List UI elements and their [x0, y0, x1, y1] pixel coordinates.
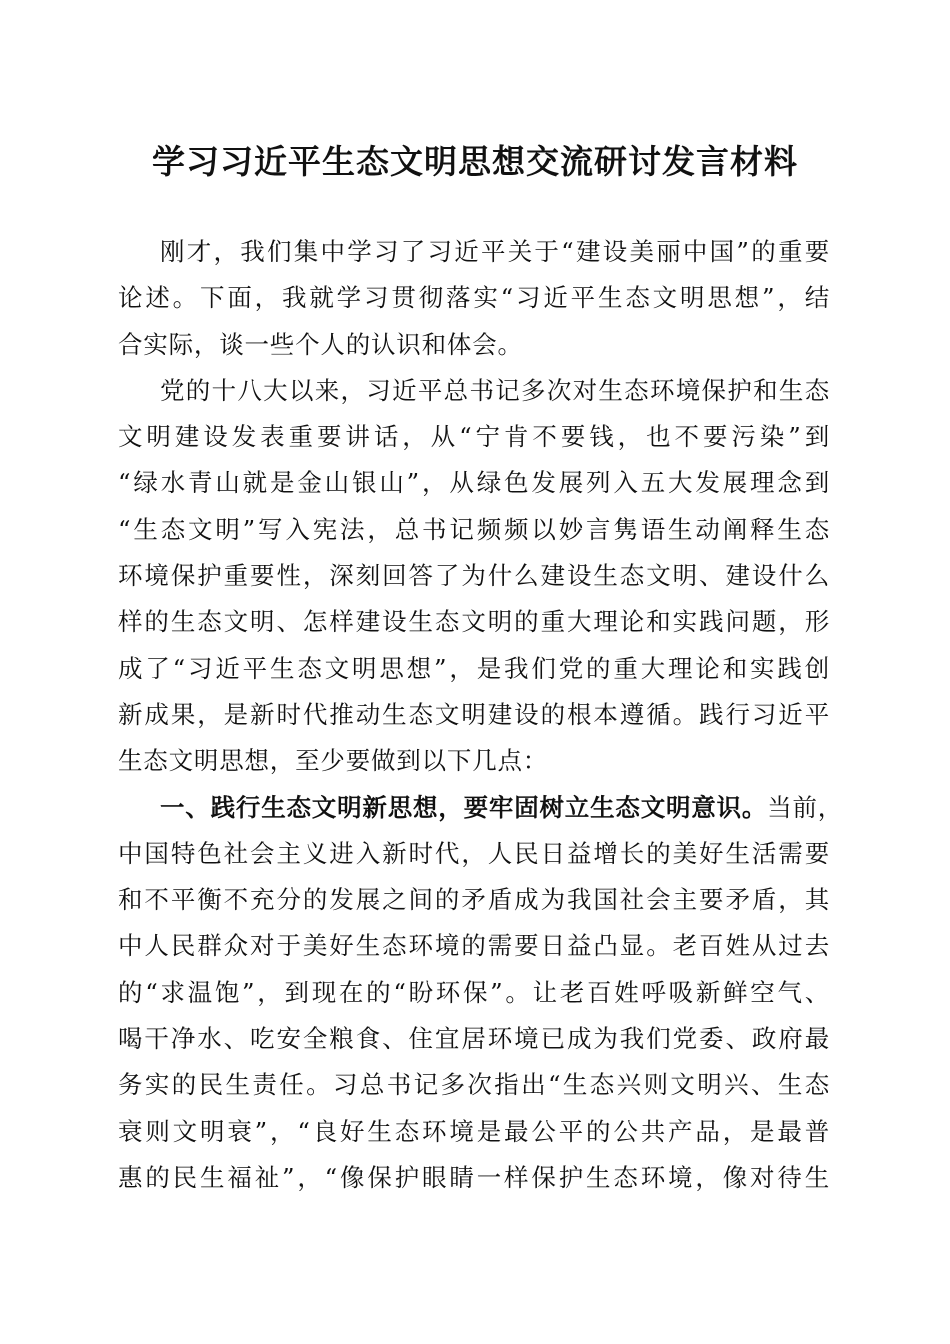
text-line [118, 649, 830, 695]
line-text: 务实的民生责任。习总书记多次指出“生态兴则文明兴、生态 [118, 1070, 830, 1100]
text-line [118, 1158, 830, 1204]
line-text: 环境保护重要性，深刻回答了为什么建设生态文明、建设什么 [118, 561, 830, 591]
line-text: 中国特色社会主义进入新时代，人民日益增长的美好生活需要 [118, 838, 830, 868]
line-text: 样的生态文明、怎样建设生态文明的重大理论和实践问题，形 [118, 607, 830, 637]
text-line [118, 463, 830, 509]
text-line [118, 278, 830, 324]
body-text [118, 232, 844, 1204]
text-line [118, 325, 830, 371]
text-line [118, 788, 844, 834]
line-text: 的“求温饱”，到现在的“盼环保”。让老百姓呼吸新鲜空气、 [118, 977, 830, 1007]
text-line [118, 417, 830, 463]
text-line [118, 1112, 830, 1158]
line-text: “绿水青山就是金山银山”，从绿色发展列入五大发展理念到 [118, 468, 830, 498]
text-line [118, 695, 830, 741]
text-line [118, 741, 830, 787]
line-text: 合实际，谈一些个人的认识和体会。 [118, 329, 523, 359]
text-line [118, 371, 830, 417]
page-title: 学习习近平生态文明思想交流研讨发言材料 [152, 142, 798, 181]
text-line [118, 834, 830, 880]
text-line [118, 973, 830, 1019]
line-text: 惠的民生福祉”，“像保护眼睛一样保护生态环境，像对待生 [118, 1162, 830, 1192]
line-text: 生态文明思想，至少要做到以下几点： [118, 746, 549, 776]
line-text: 刚才，我们集中学习了习近平关于“建设美丽中国”的重要 [160, 237, 830, 266]
line-text: 当前， [767, 792, 844, 822]
line-text: 文明建设发表重要讲话，从“宁肯不要钱，也不要污染”到 [118, 422, 830, 452]
line-text: 论述。下面，我就学习贯彻落实“习近平生态文明思想”，结 [118, 283, 830, 313]
line-text: 新成果，是新时代推动生态文明建设的根本遵循。践行习近平 [118, 699, 830, 729]
line-text: 和不平衡不充分的发展之间的矛盾成为我国社会主要矛盾，其 [118, 885, 830, 915]
text-line [118, 232, 830, 278]
text-line [118, 602, 830, 648]
text-line [118, 1065, 830, 1111]
line-text: 成了“习近平生态文明思想”，是我们党的重大理论和实践创 [118, 653, 830, 683]
text-line [118, 926, 830, 972]
line-text: 喝干净水、吃安全粮食、住宜居环境已成为我们党委、政府最 [118, 1024, 830, 1054]
text-line [118, 1019, 830, 1065]
text-line [118, 880, 830, 926]
text-line [118, 510, 830, 556]
line-text: “生态文明”写入宪法，总书记频频以妙言隽语生动阐释生态 [118, 514, 830, 544]
line-text: 中人民群众对于美好生态环境的需要日益凸显。老百姓从过去 [118, 931, 830, 961]
line-text: 衰则文明衰”，“良好生态环境是最公平的公共产品，是最普 [118, 1116, 830, 1146]
line-text: 党的十八大以来，习近平总书记多次对生态环境保护和生态 [160, 375, 830, 405]
section-heading: 一、践行生态文明新思想，要牢固树立生态文明意识。 [160, 792, 768, 822]
text-line [118, 556, 830, 602]
